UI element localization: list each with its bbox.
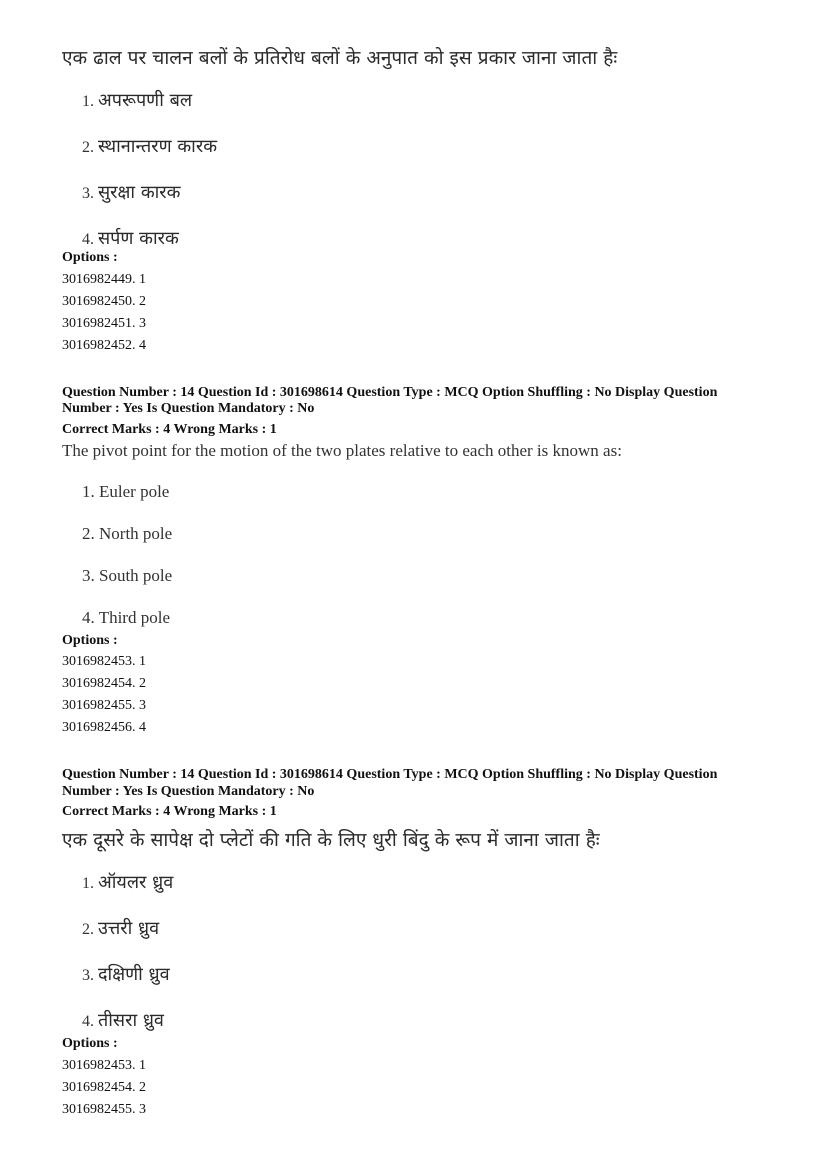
option-number: 2. (82, 921, 94, 938)
option-number: 1. (82, 875, 94, 892)
option-number: 3. (82, 566, 95, 585)
option-id: 3016982454. 2 (62, 676, 146, 691)
option-id: 3016982449. 1 (62, 272, 146, 287)
option-id: 3016982456. 4 (62, 720, 146, 735)
option-text: अपरूपणी बल (98, 90, 193, 111)
option-item (82, 962, 170, 986)
question-text: The pivot point for the motion of the two plates relative to each other is known as: (62, 441, 622, 460)
question-meta: Number : Yes Is Question Mandatory : No (62, 401, 315, 416)
option-number: 4. (82, 231, 94, 248)
option-number: 2. (82, 524, 95, 543)
option-item (82, 566, 172, 586)
option-id: 3016982450. 2 (62, 294, 146, 309)
option-item (82, 134, 217, 158)
option-text: Euler pole (99, 482, 170, 501)
option-number: 3. (82, 967, 94, 984)
question-marks: Correct Marks : 4 Wrong Marks : 1 (62, 804, 277, 819)
option-item (82, 608, 170, 628)
option-text: North pole (99, 524, 173, 543)
question-text: एक दूसरे के सापेक्ष दो प्लेटों की गति के लिए धुरी बिंदु के रूप में जाना जाता हैः (62, 829, 600, 851)
option-number: 4. (82, 608, 95, 627)
option-id: 3016982451. 3 (62, 316, 146, 331)
option-item (82, 870, 173, 894)
question-meta: Question Number : 14 Question Id : 301698614 Question Type : MCQ Option Shuffling : No Display Question (62, 385, 718, 400)
option-text: स्थानान्तरण कारक (98, 136, 218, 157)
option-id: 3016982455. 3 (62, 1102, 146, 1117)
option-text: तीसरा ध्रुव (98, 1010, 164, 1031)
options-label: Options : (62, 633, 118, 648)
option-text: उत्तरी ध्रुव (98, 918, 160, 939)
option-number: 4. (82, 1013, 94, 1030)
option-id: 3016982455. 3 (62, 698, 146, 713)
option-item (82, 88, 192, 112)
option-item (82, 1008, 164, 1032)
option-number: 1. (82, 93, 94, 110)
option-number: 1. (82, 482, 95, 501)
option-item (82, 226, 179, 250)
question-meta: Question Number : 14 Question Id : 301698614 Question Type : MCQ Option Shuffling : No Display Question (62, 767, 718, 782)
option-item (82, 180, 181, 204)
option-id: 3016982453. 1 (62, 1058, 146, 1073)
options-label: Options : (62, 1036, 118, 1051)
option-id: 3016982452. 4 (62, 338, 146, 353)
option-text: ऑयलर ध्रुव (98, 872, 174, 893)
option-text: सर्पण कारक (98, 228, 179, 249)
option-number: 2. (82, 139, 94, 156)
question-text: एक ढाल पर चालन बलों के प्रतिरोध बलों के अनुपात को इस प्रकार जाना जाता हैः (62, 47, 618, 69)
question-meta: Number : Yes Is Question Mandatory : No (62, 784, 315, 799)
option-id: 3016982454. 2 (62, 1080, 146, 1095)
option-text: सुरक्षा कारक (98, 182, 181, 203)
option-text: Third pole (98, 608, 170, 627)
option-item (82, 524, 172, 544)
option-text: South pole (99, 566, 173, 585)
option-text: दक्षिणी ध्रुव (98, 964, 170, 985)
option-number: 3. (82, 185, 94, 202)
question-marks: Correct Marks : 4 Wrong Marks : 1 (62, 422, 277, 437)
option-item (82, 482, 169, 502)
options-label: Options : (62, 250, 118, 265)
option-id: 3016982453. 1 (62, 654, 146, 669)
option-item (82, 916, 159, 940)
